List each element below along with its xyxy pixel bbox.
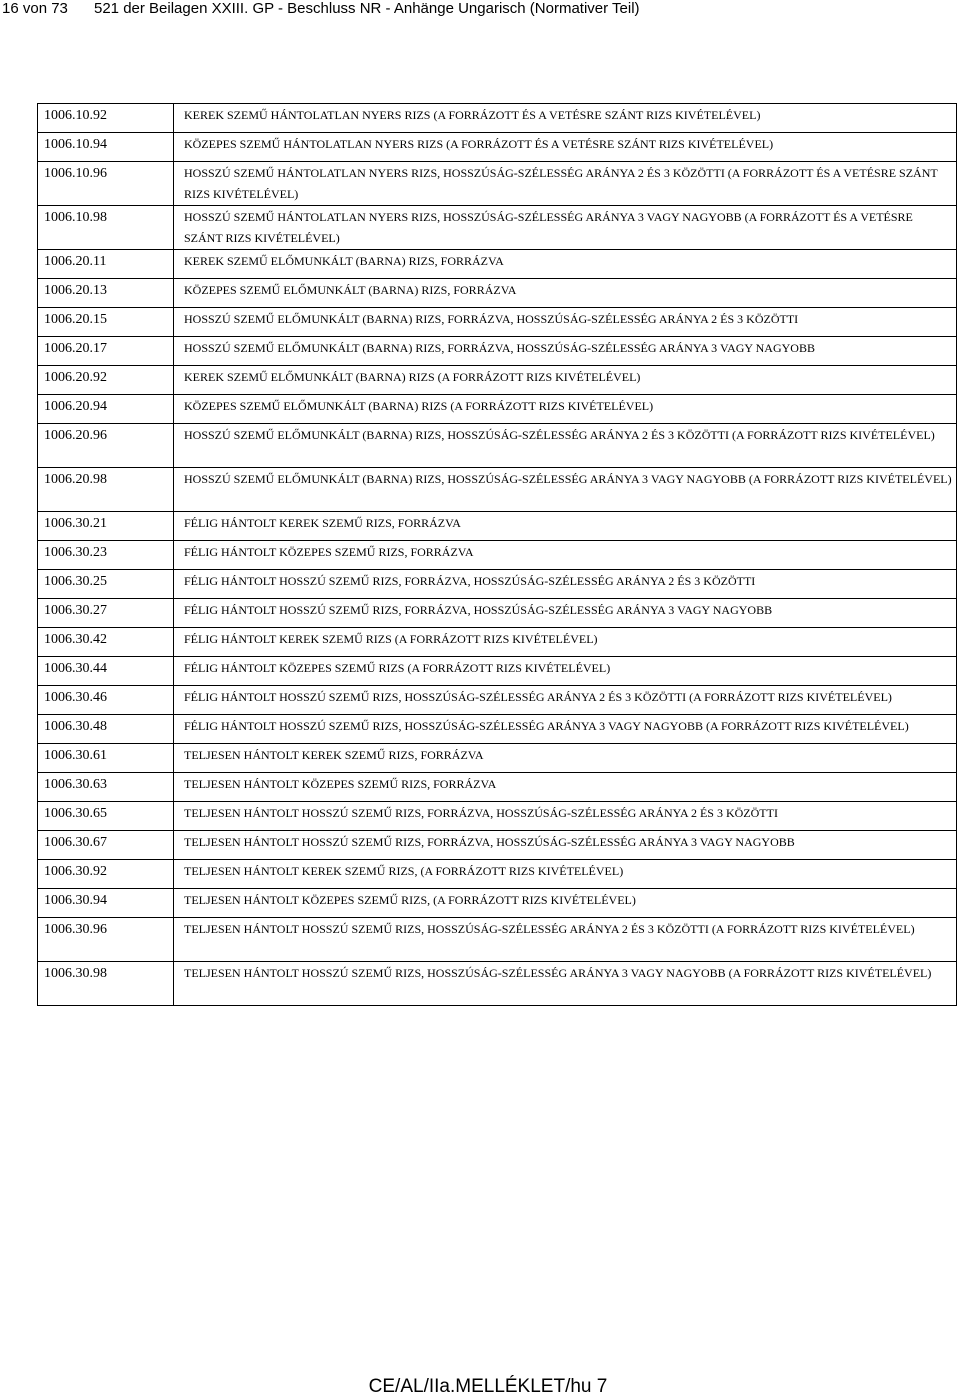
- table-row: [38, 889, 957, 918]
- page-header: [0, 0, 960, 20]
- table-row: [38, 104, 957, 133]
- description-cell: FÉLIG HÁNTOLT HOSSZÚ SZEMŰ RIZS, FORRÁZVA, HOSSZÚSÁG-SZÉLESSÉG ARÁNYA 2 ÉS 3 KÖZÖTTI: [174, 570, 957, 599]
- description-cell: KÖZEPES SZEMŰ HÁNTOLATLAN NYERS RIZS (A FORRÁZOTT ÉS A VETÉSRE SZÁNT RIZS KIVÉTELÉVEL): [174, 133, 957, 162]
- tariff-code-cell: 1006.30.61: [38, 744, 174, 773]
- tariff-code-table: [37, 103, 957, 1006]
- description-cell: KEREK SZEMŰ HÁNTOLATLAN NYERS RIZS (A FORRÁZOTT ÉS A VETÉSRE SZÁNT RIZS KIVÉTELÉVEL): [174, 104, 957, 133]
- description-cell: KEREK SZEMŰ ELŐMUNKÁLT (BARNA) RIZS, FORRÁZVA: [174, 250, 957, 279]
- table-row: [38, 250, 957, 279]
- description-cell: FÉLIG HÁNTOLT HOSSZÚ SZEMŰ RIZS, HOSSZÚSÁG-SZÉLESSÉG ARÁNYA 2 ÉS 3 KÖZÖTTI (A FORRÁZOTT RIZS KIVÉTELÉVEL): [174, 686, 957, 715]
- description-cell: KÖZEPES SZEMŰ ELŐMUNKÁLT (BARNA) RIZS (A FORRÁZOTT RIZS KIVÉTELÉVEL): [174, 395, 957, 424]
- description-cell: KÖZEPES SZEMŰ ELŐMUNKÁLT (BARNA) RIZS, FORRÁZVA: [174, 279, 957, 308]
- table-row: [38, 773, 957, 802]
- description-cell: HOSSZÚ SZEMŰ ELŐMUNKÁLT (BARNA) RIZS, HOSSZÚSÁG-SZÉLESSÉG ARÁNYA 2 ÉS 3 KÖZÖTTI (A FORRÁZOTT RIZS KIVÉTELÉVEL): [174, 424, 957, 468]
- tariff-code-cell: 1006.30.44: [38, 657, 174, 686]
- tariff-code-cell: 1006.20.15: [38, 308, 174, 337]
- tariff-code-cell: 1006.30.96: [38, 918, 174, 962]
- table-row: [38, 468, 957, 512]
- tariff-code-cell: 1006.30.25: [38, 570, 174, 599]
- table-row: [38, 206, 957, 250]
- table-row: [38, 366, 957, 395]
- table-row: [38, 744, 957, 773]
- description-cell: FÉLIG HÁNTOLT KEREK SZEMŰ RIZS (A FORRÁZOTT RIZS KIVÉTELÉVEL): [174, 628, 957, 657]
- tariff-code-cell: 1006.30.48: [38, 715, 174, 744]
- description-cell: TELJESEN HÁNTOLT KÖZEPES SZEMŰ RIZS, (A FORRÁZOTT RIZS KIVÉTELÉVEL): [174, 889, 957, 918]
- tariff-code-cell: 1006.30.94: [38, 889, 174, 918]
- table-row: [38, 279, 957, 308]
- tariff-code-cell: 1006.20.92: [38, 366, 174, 395]
- description-cell: TELJESEN HÁNTOLT HOSSZÚ SZEMŰ RIZS, FORRÁZVA, HOSSZÚSÁG-SZÉLESSÉG ARÁNYA 3 VAGY NAGYOBB: [174, 831, 957, 860]
- description-cell: HOSSZÚ SZEMŰ HÁNTOLATLAN NYERS RIZS, HOSSZÚSÁG-SZÉLESSÉG ARÁNYA 3 VAGY NAGYOBB (A FORRÁZOTT ÉS A VETÉSRE SZÁNT RIZS KIVÉTELÉVEL): [174, 206, 957, 250]
- document-title: 521 der Beilagen XXIII. GP - Beschluss NR - Anhänge Ungarisch (Normativer Teil): [94, 0, 640, 17]
- table-row: [38, 424, 957, 468]
- description-cell: FÉLIG HÁNTOLT KÖZEPES SZEMŰ RIZS, FORRÁZVA: [174, 541, 957, 570]
- tariff-code-cell: 1006.30.42: [38, 628, 174, 657]
- tariff-code-cell: 1006.20.98: [38, 468, 174, 512]
- tariff-code-cell: 1006.20.17: [38, 337, 174, 366]
- tariff-code-cell: 1006.30.67: [38, 831, 174, 860]
- table-row: [38, 962, 957, 1006]
- description-cell: TELJESEN HÁNTOLT KEREK SZEMŰ RIZS, FORRÁZVA: [174, 744, 957, 773]
- table-row: [38, 512, 957, 541]
- tariff-code-cell: 1006.10.94: [38, 133, 174, 162]
- tariff-code-cell: 1006.20.94: [38, 395, 174, 424]
- table-row: [38, 570, 957, 599]
- description-cell: HOSSZÚ SZEMŰ ELŐMUNKÁLT (BARNA) RIZS, FORRÁZVA, HOSSZÚSÁG-SZÉLESSÉG ARÁNYA 2 ÉS 3 KÖZÖTTI: [174, 308, 957, 337]
- tariff-code-cell: 1006.30.65: [38, 802, 174, 831]
- description-cell: TELJESEN HÁNTOLT HOSSZÚ SZEMŰ RIZS, HOSSZÚSÁG-SZÉLESSÉG ARÁNYA 2 ÉS 3 KÖZÖTTI (A FORRÁZOTT RIZS KIVÉTELÉVEL): [174, 918, 957, 962]
- description-cell: FÉLIG HÁNTOLT HOSSZÚ SZEMŰ RIZS, FORRÁZVA, HOSSZÚSÁG-SZÉLESSÉG ARÁNYA 3 VAGY NAGYOBB: [174, 599, 957, 628]
- table-row: [38, 715, 957, 744]
- description-cell: TELJESEN HÁNTOLT KÖZEPES SZEMŰ RIZS, FORRÁZVA: [174, 773, 957, 802]
- tariff-code-cell: 1006.30.27: [38, 599, 174, 628]
- description-cell: TELJESEN HÁNTOLT KEREK SZEMŰ RIZS, (A FORRÁZOTT RIZS KIVÉTELÉVEL): [174, 860, 957, 889]
- table-row: [38, 802, 957, 831]
- tariff-code-cell: 1006.20.13: [38, 279, 174, 308]
- table-row: [38, 599, 957, 628]
- tariff-code-cell: 1006.30.63: [38, 773, 174, 802]
- tariff-code-cell: 1006.20.11: [38, 250, 174, 279]
- description-cell: FÉLIG HÁNTOLT HOSSZÚ SZEMŰ RIZS, HOSSZÚSÁG-SZÉLESSÉG ARÁNYA 3 VAGY NAGYOBB (A FORRÁZOTT RIZS KIVÉTELÉVEL): [174, 715, 957, 744]
- tariff-code-cell: 1006.30.21: [38, 512, 174, 541]
- tariff-code-cell: 1006.30.46: [38, 686, 174, 715]
- tariff-code-cell: 1006.20.96: [38, 424, 174, 468]
- tariff-code-cell: 1006.30.92: [38, 860, 174, 889]
- tariff-code-cell: 1006.30.23: [38, 541, 174, 570]
- table-row: [38, 831, 957, 860]
- table-row: [38, 337, 957, 366]
- table-row: [38, 628, 957, 657]
- description-cell: KEREK SZEMŰ ELŐMUNKÁLT (BARNA) RIZS (A FORRÁZOTT RIZS KIVÉTELÉVEL): [174, 366, 957, 395]
- table-row: [38, 918, 957, 962]
- tariff-code-cell: 1006.30.98: [38, 962, 174, 1006]
- description-cell: HOSSZÚ SZEMŰ ELŐMUNKÁLT (BARNA) RIZS, FORRÁZVA, HOSSZÚSÁG-SZÉLESSÉG ARÁNYA 3 VAGY NAGYOBB: [174, 337, 957, 366]
- table-row: [38, 686, 957, 715]
- table-row: [38, 308, 957, 337]
- page-number: 16 von 73: [2, 0, 68, 17]
- description-cell: FÉLIG HÁNTOLT KÖZEPES SZEMŰ RIZS (A FORRÁZOTT RIZS KIVÉTELÉVEL): [174, 657, 957, 686]
- table-row: [38, 541, 957, 570]
- table-row: [38, 860, 957, 889]
- description-cell: TELJESEN HÁNTOLT HOSSZÚ SZEMŰ RIZS, FORRÁZVA, HOSSZÚSÁG-SZÉLESSÉG ARÁNYA 2 ÉS 3 KÖZÖTTI: [174, 802, 957, 831]
- table-row: [38, 162, 957, 206]
- table-row: [38, 133, 957, 162]
- tariff-code-cell: 1006.10.98: [38, 206, 174, 250]
- description-cell: HOSSZÚ SZEMŰ ELŐMUNKÁLT (BARNA) RIZS, HOSSZÚSÁG-SZÉLESSÉG ARÁNYA 3 VAGY NAGYOBB (A FORRÁZOTT RIZS KIVÉTELÉVEL): [174, 468, 957, 512]
- description-cell: FÉLIG HÁNTOLT KEREK SZEMŰ RIZS, FORRÁZVA: [174, 512, 957, 541]
- description-cell: HOSSZÚ SZEMŰ HÁNTOLATLAN NYERS RIZS, HOSSZÚSÁG-SZÉLESSÉG ARÁNYA 2 ÉS 3 KÖZÖTTI (A FORRÁZOTT ÉS A VETÉSRE SZÁNT RIZS KIVÉTELÉVEL): [174, 162, 957, 206]
- tariff-code-cell: 1006.10.96: [38, 162, 174, 206]
- tariff-code-cell: 1006.10.92: [38, 104, 174, 133]
- footer-reference: CE/AL/IIa.MELLÉKLET/hu 7: [368, 1376, 608, 1397]
- table-row: [38, 395, 957, 424]
- table-row: [38, 657, 957, 686]
- description-cell: TELJESEN HÁNTOLT HOSSZÚ SZEMŰ RIZS, HOSSZÚSÁG-SZÉLESSÉG ARÁNYA 3 VAGY NAGYOBB (A FORRÁZOTT RIZS KIVÉTELÉVEL): [174, 962, 957, 1006]
